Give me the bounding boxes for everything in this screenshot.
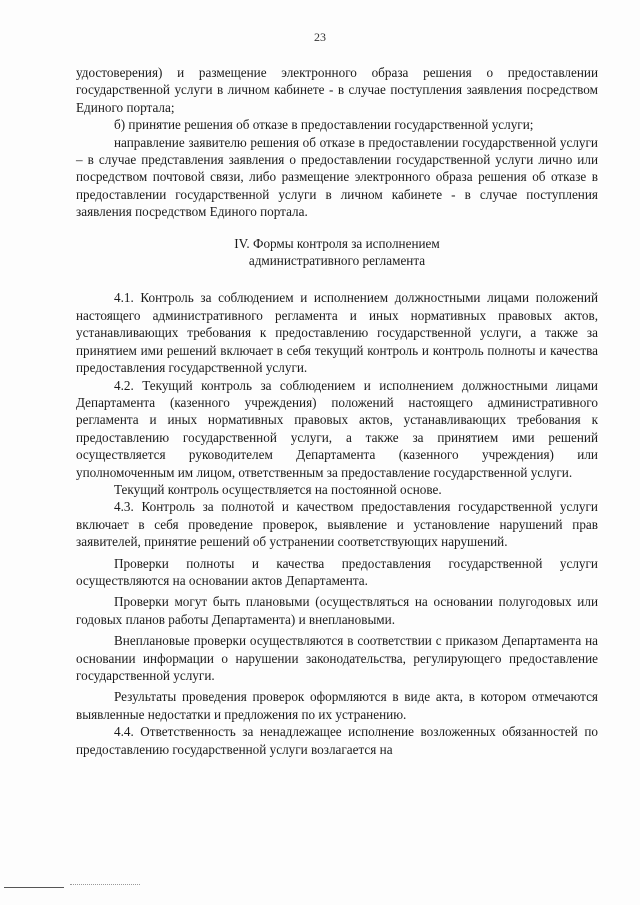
- paragraph-continuation: удостоверения) и размещение электронного образа решения о предоставлении государственной услуги в личном кабинете - в случае поступления заявления посредством Единого портала;: [76, 65, 598, 115]
- footer-scan-mark: [70, 884, 140, 885]
- paragraph-4-1: 4.1. Контроль за соблюдением и исполнением должностными лицами положений настоящего административного регламента и иных нормативных правовых актов, устанавливающих требования к предоставлению государственной услуги, а также за принятием ими решений включает в себя текущий контроль и контроль полноты и качества предоставления государственной услуги.: [76, 290, 598, 376]
- paragraph-current-control: Текущий контроль осуществляется на постоянной основе.: [114, 481, 442, 497]
- page-number: 23: [314, 30, 326, 44]
- section-heading: [76, 235, 598, 270]
- paragraph-item-b: б) принятие решения об отказе в предоставлении государственной услуги;: [114, 117, 534, 133]
- paragraph-unplanned-checks: Внеплановые проверки осуществляются в соответствии с приказом Департамента на основании информации о нарушении законодательства, регулирующего предоставление государственной услуги.: [76, 633, 598, 683]
- footer-rule: [4, 887, 64, 888]
- paragraph-4-2: 4.2. Текущий контроль за соблюдением и исполнением должностными лицами Департамента (казенного учреждения) положений настоящего административного регламента и иных нормативных правовых актов, устанавливающих требования к предоставлению государственной услуги, а также за принятием ими решений осуществляется руководителем Департамента (казенного учреждения) или уполномоченным им лицом, ответственным за предоставление государственной услуги.: [76, 377, 598, 480]
- section-heading-line2: административного регламента: [248, 253, 426, 269]
- paragraph-refusal-delivery: направление заявителю решения об отказе в предоставлении государственной услуги – в случае представления заявления о предоставлении государственной услуги лично или посредством почтовой связи, либо размещение электронного образа решения об отказе в предоставлении государственной услуги в личном кабинете - в случае поступления заявления посредством Единого портала.: [76, 134, 598, 220]
- paragraph-4-4: 4.4. Ответственность за ненадлежащее исполнение возложенных обязанностей по предоставлению государственной услуги возлагается на: [76, 724, 598, 757]
- paragraph-4-3: 4.3. Контроль за полнотой и качеством предоставления государственной услуги включает в себя проведение проверок, выявление и установление нарушений прав заявителей, принятие решений об устранении соответствующих нарушений.: [76, 499, 598, 550]
- paragraph-check-results: Результаты проведения проверок оформляются в виде акта, в котором отмечаются выявленные недостатки и предложения по их устранению.: [76, 689, 598, 722]
- section-heading-line1: IV. Формы контроля за исполнением: [234, 235, 440, 251]
- document-body: [76, 64, 598, 758]
- paragraph-checks-types: Проверки могут быть плановыми (осуществляться на основании полугодовых или годовых планов работы Департамента) и внеплановыми.: [76, 594, 598, 627]
- paragraph-checks-basis: Проверки полноты и качества предоставления государственной услуги осуществляются на основании актов Департамента.: [76, 555, 598, 588]
